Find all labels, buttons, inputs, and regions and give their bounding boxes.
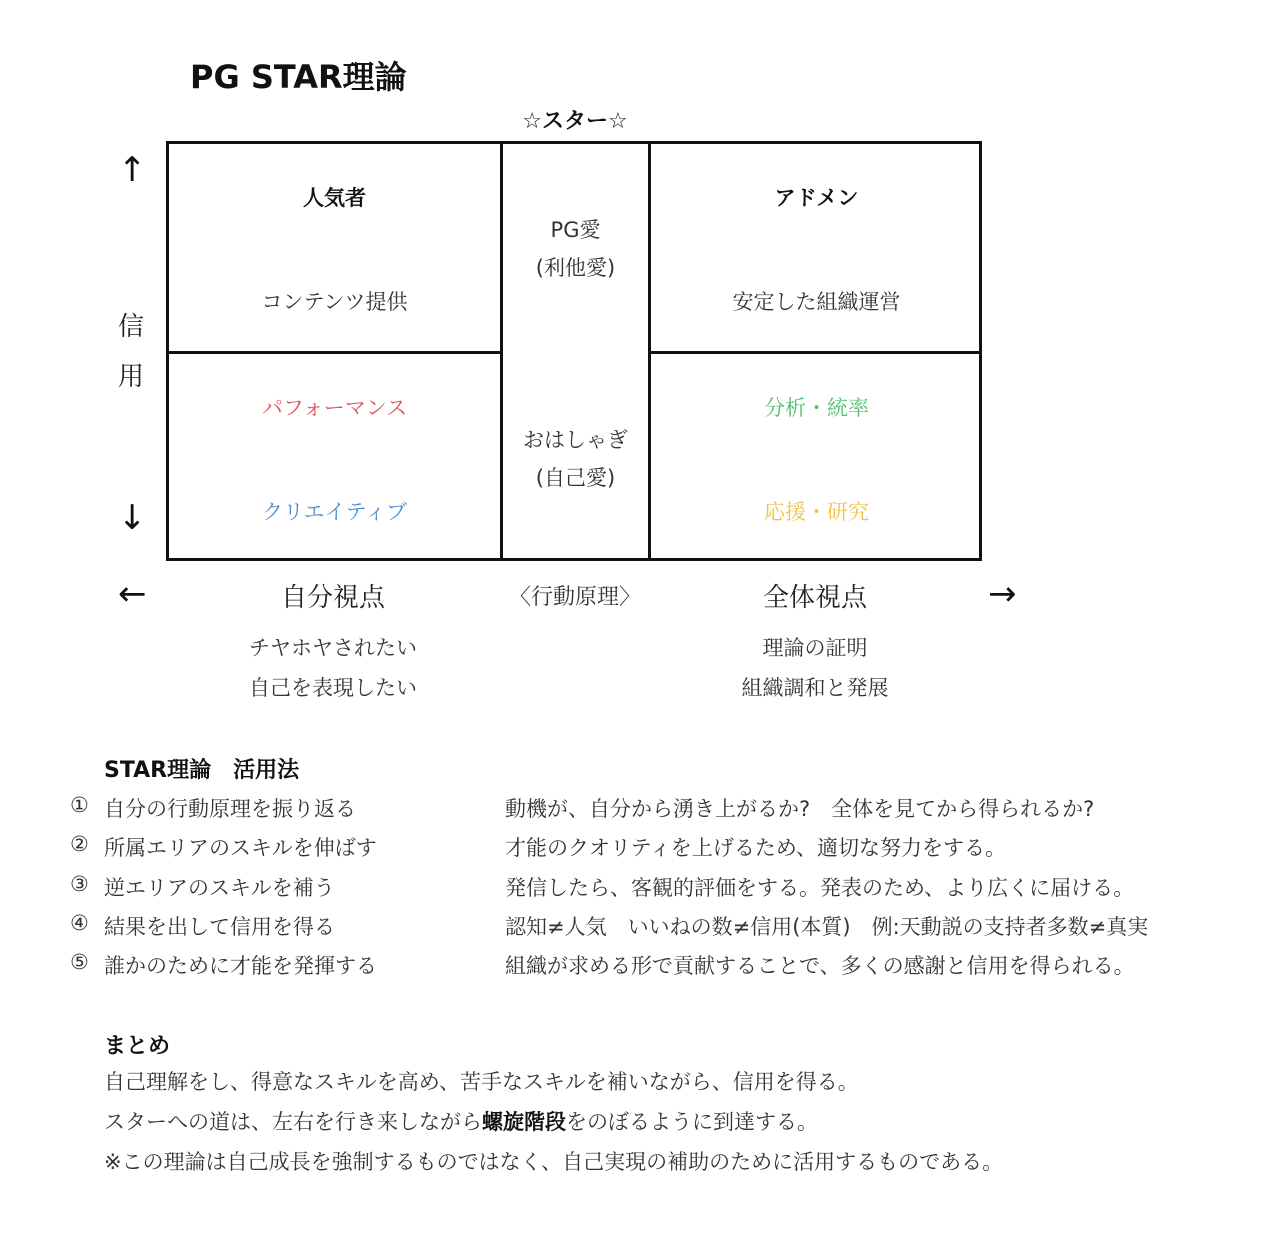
usage-detail: 認知≠人気 いいねの数≠信用(本質) 例:天動説の支持者多数≠真実: [505, 915, 1149, 939]
self-desc-1: チヤホヤされたい: [249, 636, 417, 660]
quadrant-admin-heading: アドメン: [774, 186, 859, 210]
self-love-label: (自己愛): [535, 466, 616, 490]
quadrant-popular-heading: 人気者: [303, 186, 366, 210]
support-label: 応援・研究: [764, 500, 869, 524]
trust-label-2: 用: [118, 362, 145, 392]
usage-detail: 組織が求める形で貢献することで、多くの感謝と信用を得られる。: [505, 954, 1135, 978]
usage-num: ②: [70, 832, 89, 856]
self-perspective-label: 自分視点: [280, 583, 385, 613]
performance-label: パフォーマンス: [261, 396, 408, 420]
up-arrow-icon: ↑: [118, 150, 147, 190]
spiral-staircase-text: 螺旋階段: [482, 1110, 566, 1134]
usage-num: ③: [70, 872, 89, 896]
grid-divider-h-left: [169, 351, 503, 354]
usage-num: ⑤: [70, 950, 89, 974]
usage-step: 自分の行動原理を振り返る: [104, 797, 356, 821]
summary-line-1: 自己理解をし、得意なスキルを高め、苦手なスキルを補いながら、信用を得る。: [104, 1070, 859, 1094]
usage-detail: 発信したら、客観的評価をする。発表のため、より広くに届ける。: [505, 876, 1135, 900]
quadrant-popular-text: コンテンツ提供: [261, 290, 408, 314]
star-matrix: [166, 141, 982, 561]
ohashagi-label: おはしゃぎ: [523, 428, 628, 452]
left-arrow-icon: ←: [118, 574, 147, 614]
analysis-label: 分析・統率: [764, 396, 869, 420]
summary-line-3: ※この理論は自己成長を強制するものではなく、自己実現の補助のために活用するものである。: [104, 1150, 1004, 1174]
whole-desc-1: 理論の証明: [762, 636, 868, 660]
whole-desc-2: 組織調和と発展: [741, 676, 889, 700]
usage-step: 逆エリアのスキルを補う: [104, 876, 335, 900]
usage-step: 結果を出して信用を得る: [104, 915, 335, 939]
grid-divider-h-right: [648, 351, 982, 354]
right-arrow-icon: →: [988, 574, 1017, 614]
action-principle-label: 〈行動原理〉: [508, 585, 641, 610]
usage-num: ①: [70, 793, 89, 817]
star-label: ☆スター☆: [522, 109, 628, 134]
creative-label: クリエイティブ: [262, 500, 407, 524]
altruism-label: (利他愛): [535, 256, 616, 280]
whole-perspective-label: 全体視点: [762, 583, 867, 613]
usage-step: 誰かのために才能を発揮する: [104, 954, 377, 978]
pg-love-label: PG愛: [550, 218, 601, 242]
summary-line-2-post: をのぼるように到達する。: [566, 1110, 818, 1134]
usage-detail: 動機が、自分から湧き上がるか? 全体を見てから得られるか?: [505, 797, 1095, 821]
usage-detail: 才能のクオリティを上げるため、適切な努力をする。: [505, 836, 1007, 860]
summary-heading: まとめ: [104, 1034, 171, 1059]
summary-line-2-pre: スターへの道は、左右を行き来しながら: [104, 1110, 482, 1134]
trust-label-1: 信: [118, 312, 145, 342]
down-arrow-icon: ↓: [118, 498, 147, 538]
quadrant-admin-text: 安定した組織運営: [732, 290, 901, 314]
summary-line-2: [104, 1102, 818, 1142]
usage-heading: STAR理論 活用法: [104, 758, 300, 783]
page-title: PG STAR理論: [190, 58, 407, 96]
self-desc-2: 自己を表現したい: [249, 676, 417, 700]
usage-num: ④: [70, 911, 89, 935]
usage-step: 所属エリアのスキルを伸ばす: [104, 836, 377, 860]
